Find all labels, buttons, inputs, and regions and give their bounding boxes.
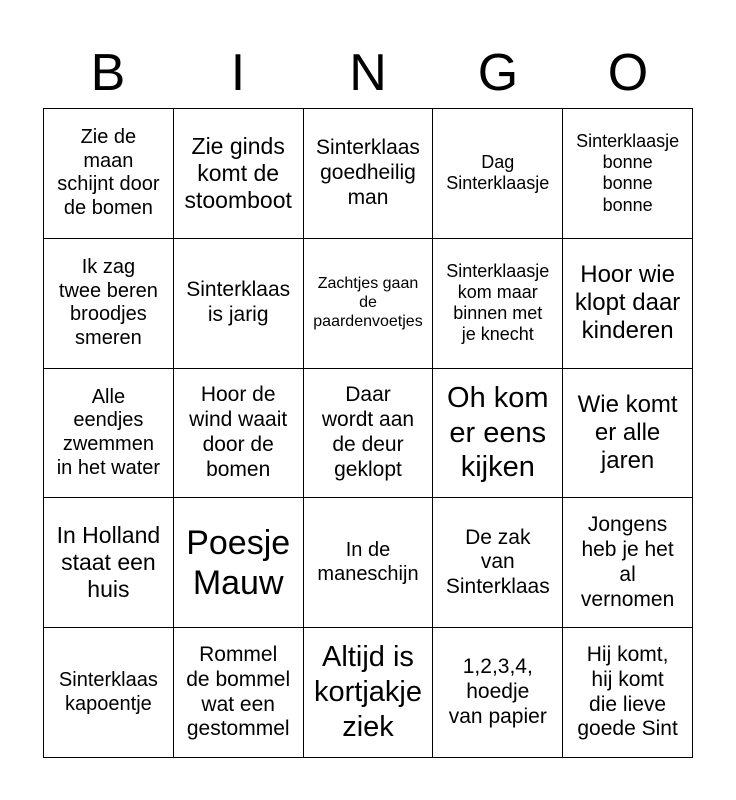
bingo-cell xyxy=(174,628,304,758)
cell-text: Poesje Mauw xyxy=(186,523,291,602)
bingo-cell xyxy=(304,109,434,239)
cell-text: Zie de maan schijnt door de bomen xyxy=(57,126,160,219)
cell-text: De zak van Sinterklaas xyxy=(445,525,550,599)
bingo-cell xyxy=(563,628,693,758)
cell-text: Alle eendjes zwemmen in het water xyxy=(56,385,161,479)
bingo-cell xyxy=(433,109,563,239)
bingo-cell xyxy=(304,369,434,499)
header-letter-o: O xyxy=(607,44,649,102)
cell-text: 1,2,3,4, hoedje van papier xyxy=(448,655,547,728)
cell-text: Hoor wie klopt daar kinderen xyxy=(574,260,681,345)
bingo-cell xyxy=(44,628,174,758)
cell-text: Sinterklaas is jarig xyxy=(186,278,291,327)
header-letter-g: G xyxy=(477,44,519,102)
cell-text: Hij komt, hij komt die lieve goede Sint xyxy=(577,643,678,741)
cell-text: Sinterklaas goedheilig man xyxy=(316,136,420,209)
cell-text: Sinterklaas kapoentje xyxy=(58,669,158,715)
bingo-cell xyxy=(304,239,434,369)
bingo-cell xyxy=(304,628,434,758)
cell-text: Jongens heb je het al vernomen xyxy=(580,513,675,611)
bingo-cell xyxy=(563,109,693,239)
cell-text: Zachtjes gaan de paardenvoetjes xyxy=(313,274,423,330)
header-letter-i: I xyxy=(230,44,246,102)
cell-text: Sinterklaasje bonne bonne bonne xyxy=(576,130,680,215)
cell-text: Zie ginds komt de stoomboot xyxy=(184,132,292,213)
cell-text: In de maneschijn xyxy=(317,539,419,585)
bingo-cell xyxy=(563,498,693,628)
bingo-cell xyxy=(174,498,304,628)
bingo-cell xyxy=(563,239,693,369)
cell-text: Hoor de wind waait door de bomen xyxy=(189,383,288,481)
bingo-cell xyxy=(433,628,563,758)
cell-text: Wie komt er alle jaren xyxy=(577,390,678,475)
cell-text: In Holland staat een huis xyxy=(56,522,161,603)
header-letter-b: B xyxy=(90,44,126,102)
bingo-cell xyxy=(304,498,434,628)
cell-text: Sinterklaasje kom maar binnen met je knecht xyxy=(446,260,550,345)
header-letter-n: N xyxy=(349,44,387,102)
bingo-cell xyxy=(44,498,174,628)
bingo-cell xyxy=(44,109,174,239)
bingo-cell xyxy=(433,239,563,369)
bingo-cell xyxy=(433,369,563,499)
cell-text: Rommel de bommel wat een gestommel xyxy=(186,643,291,741)
bingo-cell xyxy=(174,109,304,239)
cell-text: Oh kom er eens kijken xyxy=(447,381,549,484)
bingo-grid xyxy=(43,108,693,758)
cell-text: Dag Sinterklaasje xyxy=(446,152,550,194)
cell-text: Daar wordt aan de deur geklopt xyxy=(321,383,415,481)
bingo-cell xyxy=(563,369,693,499)
cell-text: Ik zag twee beren broodjes smeren xyxy=(58,256,158,349)
cell-text: Altijd is kortjakje ziek xyxy=(313,641,422,743)
bingo-cell xyxy=(174,239,304,369)
bingo-cell xyxy=(433,498,563,628)
bingo-cell xyxy=(44,369,174,499)
bingo-cell xyxy=(174,369,304,499)
bingo-cell xyxy=(44,239,174,369)
bingo-header xyxy=(43,40,693,106)
